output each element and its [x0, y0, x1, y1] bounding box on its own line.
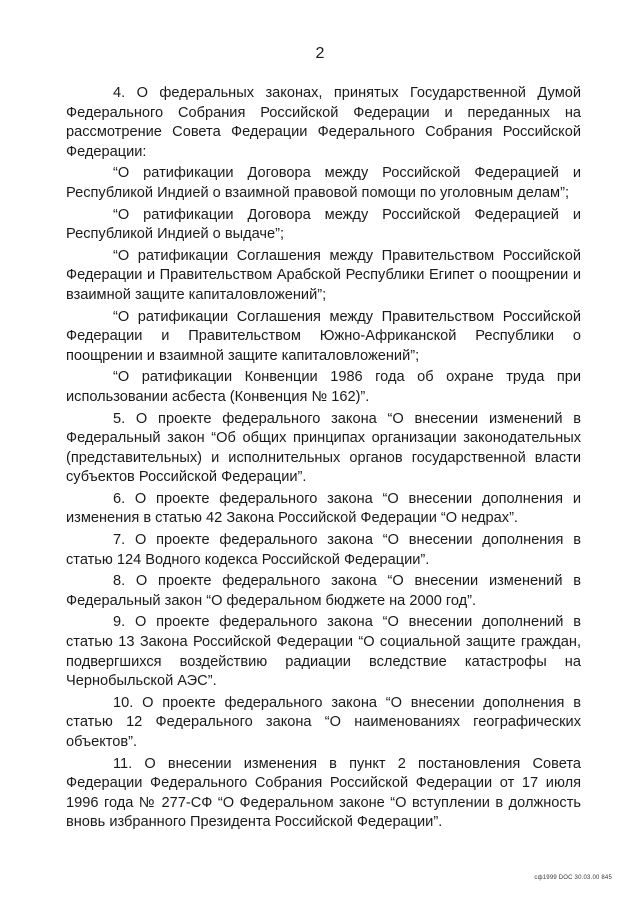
law-ratification-india-extradition: “О ратификации Договора между Российской Федерацией и Республикой Индией о выдаче”;: [66, 206, 581, 243]
document-body: [66, 84, 581, 835]
agenda-item-8: 8. О проекте федерального закона “О внесении изменений в Федеральный закон “О федеральном бюджете на 2000 год”.: [66, 573, 581, 609]
law-ratification-india-legal-assistance: “О ратификации Договора между Российской Федерацией и Республикой Индией о взаимной правовой помощи по уголовным делам”;: [66, 165, 581, 201]
law-ratification-asbestos-convention: “О ратификации Конвенции 1986 года об охране труда при использовании асбеста (Конвенция № 162)”.: [66, 369, 581, 405]
agenda-item-11: 11. О внесении изменения в пункт 2 постановления Совета Федерации Федерального Собрания Российской Федерации от 17 июля 1996 года № 277-СФ “О Федеральном законе “О вступлении в должность вновь избранного Президента Российской Федерации”.: [66, 755, 581, 831]
agenda-item-6: 6. О проекте федерального закона “О внесении дополнения и изменения в статью 42 Закона Российской Федерации “О недрах”.: [66, 490, 581, 527]
agenda-item-10: 10. О проекте федерального закона “О внесении дополнения в статью 12 Федерального закона “О наименованиях географических объектов”.: [66, 694, 581, 750]
law-ratification-egypt-investments: “О ратификации Соглашения между Правительством Российской Федерации и Правительством Арабской Республики Египет о поощрении и взаимной защите капиталовложений”;: [66, 247, 581, 303]
agenda-item-4: 4. О федеральных законах, принятых Государственной Думой Федерального Собрания Российской Федерации и переданных на рассмотрение Совета Федерации Федерального Собрания Российской Федерации:: [66, 85, 581, 160]
law-ratification-south-africa-investments: “О ратификации Соглашения между Правительством Российской Федерации и Правительством Южно-Африканской Республики о поощрении и взаимной защите капиталовложений”;: [66, 308, 581, 364]
agenda-item-5: 5. О проекте федерального закона “О внесении изменений в Федеральный закон “Об общих принципах организации законодательных (представительных) и исполнительных органов государственной власти субъектов Российской Федерации”.: [66, 410, 581, 486]
agenda-item-7: 7. О проекте федерального закона “О внесении дополнения в статью 124 Водного кодекса Российской Федерации”.: [66, 532, 581, 568]
page-number: 2: [315, 45, 325, 62]
agenda-item-9: 9. О проекте федерального закона “О внесении дополнений в статью 13 Закона Российской Федерации “О социальной защите граждан, подвергшихся воздействию радиации вследствие катастрофы на Чернобыльской АЭС”.: [66, 614, 581, 690]
footer-document-code: сф1999 DOC 30.03.00 845: [534, 875, 612, 881]
